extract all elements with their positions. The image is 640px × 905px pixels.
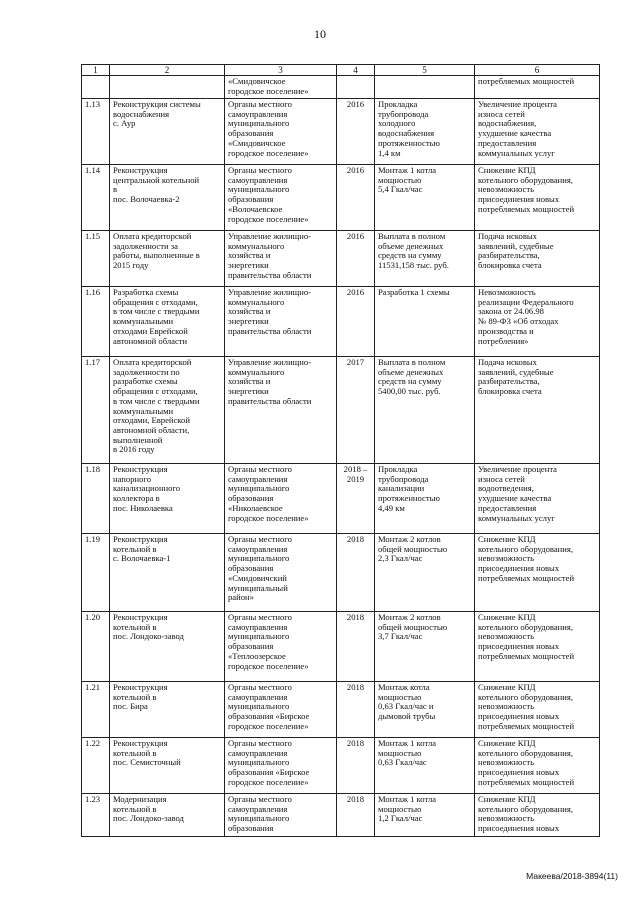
expected-result-cell: Монтаж 1 котла мощностью 0,63 Гкал/час [375,738,475,794]
expected-result-cell: Монтаж котла мощностью 0,63 Гкал/час и дымовой трубы [375,682,475,738]
consequence-cell: Невозможность реализации Федерального закона от 24.06.98 № 89-ФЗ «Об отходах производства и потребления» [475,287,600,357]
consequence-cell: Снижение КПД котельного оборудования, невозможность присоединения новых [475,794,600,837]
expected-result-cell: Разработка 1 схемы [375,287,475,357]
year-cell: 2018 [337,682,375,738]
table-row [82,287,600,357]
expected-result-cell: Прокладка трубопровода канализации протяженностью 4,49 км [375,464,475,534]
header-cell: 2 [110,65,225,76]
table-row [82,612,600,682]
table-row [82,231,600,287]
table-row [82,76,600,99]
row-number-cell: 1.21 [82,682,110,738]
expected-result-cell: Монтаж 1 котла мощностью 1,2 Гкал/час [375,794,475,837]
executor-cell: Органы местного самоуправления муниципального образования «Смидовичское городское поселение» [225,99,337,165]
measure-name-cell: Реконструкция котельной в с. Волочаевка-1 [110,534,225,612]
year-cell: 2016 [337,231,375,287]
executor-cell: Управление жилищно- коммунального хозяйства и энергетики правительства области [225,357,337,464]
executor-cell: Органы местного самоуправления муниципального образования «Бирское городское поселение» [225,738,337,794]
expected-result-cell: Монтаж 1 котла мощностью 5,4 Гкал/час [375,165,475,231]
consequence-cell: Подача исковых заявлений, судебные разбирательства, блокировка счета [475,231,600,287]
row-number-cell: 1.14 [82,165,110,231]
executor-cell: Органы местного самоуправления муниципального образования «Бирское городское поселение» [225,682,337,738]
measure-name-cell: Реконструкция котельной в пос. Семисточный [110,738,225,794]
table-row [82,357,600,464]
consequence-cell: Снижение КПД котельного оборудования, невозможность присоединения новых потребляемых мощностей [475,165,600,231]
measure-name-cell: Реконструкция напорного канализационного коллектора в пос. Николаевка [110,464,225,534]
table-row [82,464,600,534]
measure-name-cell: Разработка схемы обращения с отходами, в том числе с твердыми коммунальными отходами Еврейской автономной области [110,287,225,357]
measure-name-cell: Модернизация котельной в пос. Лондоко-завод [110,794,225,837]
executor-cell: Органы местного самоуправления муниципального образования «Смидовичский муниципальный район» [225,534,337,612]
year-cell: 2018 – 2019 [337,464,375,534]
consequence-cell: Увеличение процента износа сетей водоотведения, ухудшение качества предоставления коммунальных услуг [475,464,600,534]
expected-result-cell: Выплата в полном объеме денежных средств на сумму 5400,00 тыс. руб. [375,357,475,464]
row-number-cell: 1.19 [82,534,110,612]
consequence-cell: Увеличение процента износа сетей водоснабжения, ухудшение качества предоставления коммунальных услуг [475,99,600,165]
executor-cell: Органы местного самоуправления муниципального образования [225,794,337,837]
table-row [82,165,600,231]
row-number-cell: 1.23 [82,794,110,837]
row-number-cell: 1.22 [82,738,110,794]
row-number-cell: 1.18 [82,464,110,534]
expected-result-cell: Выплата в полном объеме денежных средств на сумму 11531,158 тыс. руб. [375,231,475,287]
expected-result-cell: Прокладка трубопровода холодного водоснабжения протяженностью 1,4 км [375,99,475,165]
page-number: 10 [314,27,326,41]
row-number-cell: 1.13 [82,99,110,165]
measure-name-cell: Реконструкция котельной в пос. Бира [110,682,225,738]
table-row [82,682,600,738]
table-row [82,99,600,165]
expected-result-cell [375,76,475,99]
header-cell: 4 [337,65,375,76]
consequence-cell: потребляемых мощностей [475,76,600,99]
executor-cell: Органы местного самоуправления муниципального образования «Николаевское городское поселение» [225,464,337,534]
header-cell: 1 [82,65,110,76]
year-cell: 2016 [337,99,375,165]
year-cell: 2018 [337,612,375,682]
header-cell: 5 [375,65,475,76]
table-header-row [82,65,600,76]
year-cell: 2016 [337,165,375,231]
consequence-cell: Снижение КПД котельного оборудования, невозможность присоединения новых потребляемых мощностей [475,534,600,612]
measure-name-cell: Реконструкция котельной в пос. Лондоко-завод [110,612,225,682]
executor-cell: Управление жилищно- коммунального хозяйства и энергетики правительства области [225,231,337,287]
consequence-cell: Снижение КПД котельного оборудования, невозможность присоединения новых потребляемых мощностей [475,682,600,738]
executor-cell: Управление жилищно- коммунального хозяйства и энергетики правительства области [225,287,337,357]
consequence-cell: Снижение КПД котельного оборудования, невозможность присоединения новых потребляемых мощностей [475,612,600,682]
measure-name-cell: Оплата кредиторской задолженности по разработке схемы обращения с отходами, в том числе с твердыми коммунальными отходами, Еврейской автономной области, выполненной в 2016 году [110,357,225,464]
table-row [82,738,600,794]
document-registration-id: Макеева/2018-3894(11) [526,871,618,881]
year-cell: 2018 [337,534,375,612]
expected-result-cell: Монтаж 2 котлов общей мощностью 2,3 Гкал/час [375,534,475,612]
measure-name-cell: Реконструкция системы водоснабжения с. Аур [110,99,225,165]
executor-cell: Органы местного самоуправления муниципального образования «Волочаевское городское поселение» [225,165,337,231]
consequence-cell: Подача исковых заявлений, судебные разбирательства, блокировка счета [475,357,600,464]
executor-cell: Органы местного самоуправления муниципального образования «Теплоозерское городское поселение» [225,612,337,682]
row-number-cell: 1.20 [82,612,110,682]
expected-result-cell: Монтаж 2 котлов общей мощностью 3,7 Гкал/час [375,612,475,682]
year-cell: 2018 [337,738,375,794]
year-cell: 2017 [337,357,375,464]
program-measures-table [81,64,600,837]
header-cell: 6 [475,65,600,76]
header-cell: 3 [225,65,337,76]
row-number-cell: 1.15 [82,231,110,287]
year-cell: 2016 [337,287,375,357]
table-row [82,794,600,837]
measure-name-cell [110,76,225,99]
year-cell [337,76,375,99]
measure-name-cell: Оплата кредиторской задолженности за работы, выполненные в 2015 году [110,231,225,287]
table-row [82,534,600,612]
consequence-cell: Снижение КПД котельного оборудования, невозможность присоединения новых потребляемых мощностей [475,738,600,794]
row-number-cell [82,76,110,99]
table-body [82,65,600,837]
row-number-cell: 1.17 [82,357,110,464]
row-number-cell: 1.16 [82,287,110,357]
executor-cell: «Смидовичское городское поселение» [225,76,337,99]
year-cell: 2018 [337,794,375,837]
measure-name-cell: Реконструкция центральной котельной в пос. Волочаевка-2 [110,165,225,231]
